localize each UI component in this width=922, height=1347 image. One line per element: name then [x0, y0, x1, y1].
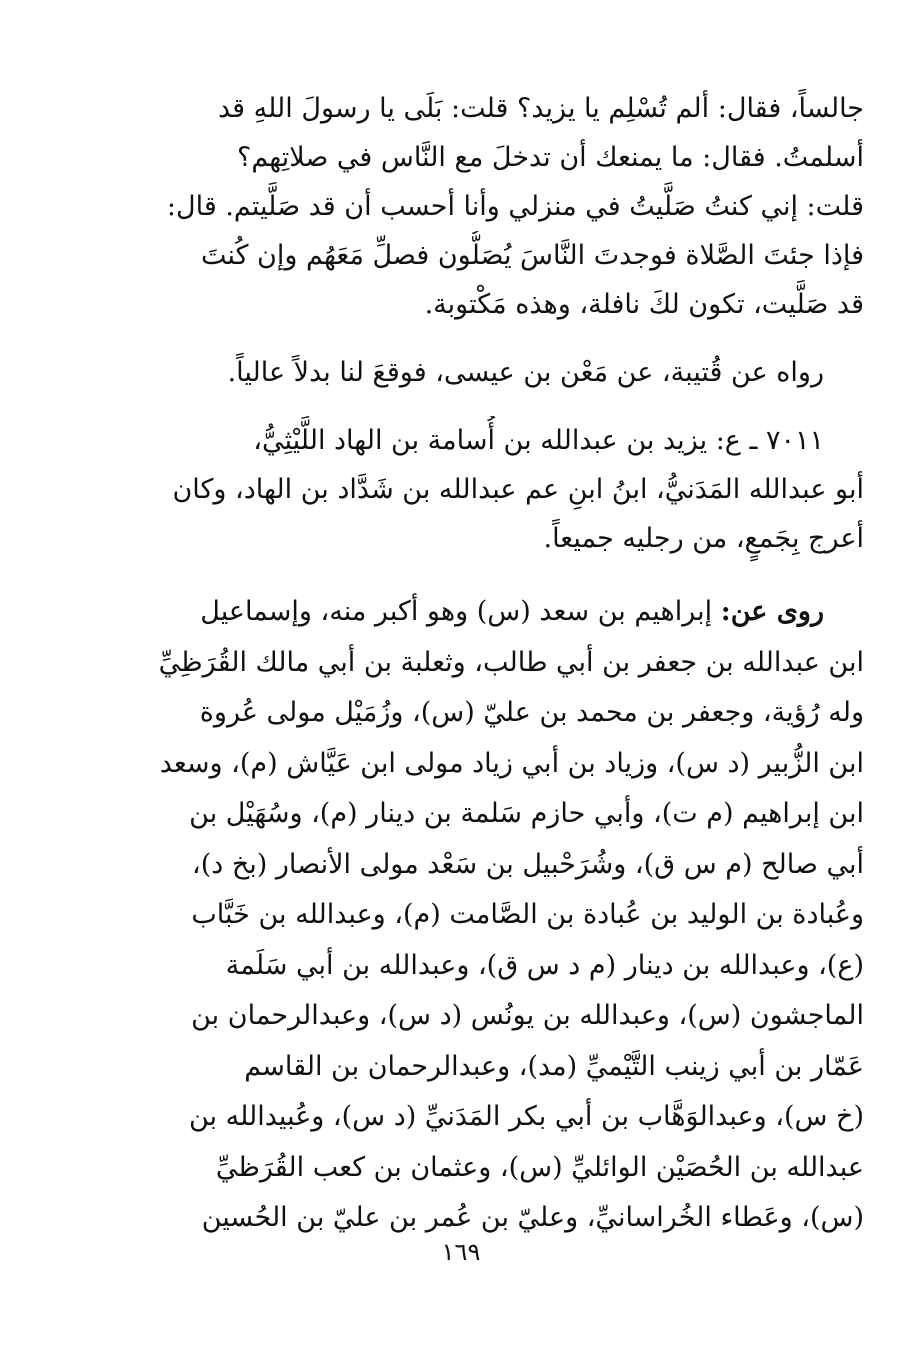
text-line: أسلمتُ. فقال: ما يمنعك أن تدخلَ مع النَّاس في صلاتِهم؟	[236, 142, 864, 173]
text-line: ابن عبدالله بن جعفر بن أبي طالب، وثعلبة بن أبي مالك القُرَظِيِّ	[158, 646, 864, 678]
text-line: جالساً، فقال: ألم تُسْلِم يا يزيد؟ قلت: بَلَى يا رسولَ اللهِ قد	[217, 93, 864, 124]
text-line: (س)، وعَطاء الخُراسانيِّ، وعليّ بن عُمر بن عليّ بن الحُسين	[201, 1202, 864, 1233]
paragraph-hadith	[58, 84, 864, 329]
text-line: أبو عبدالله المَدَنيُّ، ابنُ ابنِ عم عبدالله بن شَدَّاد بن الهاد، وكان	[172, 474, 864, 505]
text-line: رواه عن قُتيبة، عن مَعْن بن عيسى، فوقعَ لنا بدلاً عالياً.	[227, 357, 824, 388]
text-line: وعُبادة بن الوليد بن عُبادة بن الصَّامت (م)، وعبدالله بن خَبَّاب	[191, 899, 864, 930]
text-line: ابن إبراهيم (م ت)، وأبي حازم سَلمة بن دينار (م)، وسُهَيْل بن	[189, 798, 864, 829]
paragraph-narration	[58, 348, 864, 397]
text-line: قد صَلَّيت، تكون لكَ نافلة، وهذه مَكْتوبة.	[424, 289, 864, 320]
text-line	[58, 587, 864, 638]
lead-label: روى عن:	[720, 596, 824, 627]
page-number: ١٦٩	[441, 1238, 481, 1266]
paragraph-entry-heading	[58, 416, 864, 563]
text-line: فإذا جئتَ الصَّلاة فوجدتَ النَّاسَ يُصَلُّون فصلِّ مَعَهُم وإن كُنتَ	[200, 240, 864, 271]
text-line: وله رُؤية، وجعفر بن محمد بن عليّ (س)، وزُمَيْل مولى عُروة	[199, 697, 864, 728]
text-line: (خ س)، وعبدالوَهَّاب بن أبي بكر المَدَنيِّ (د س)، وعُبيدالله بن	[188, 1101, 864, 1132]
text-line: الماجشون (س)، وعبدالله بن يونُس (د س)، وعبدالرحمان بن	[191, 1000, 864, 1031]
text-line: أعرج بِجَمعٍ، من رجليه جميعاً.	[543, 523, 864, 554]
text-line: عبدالله بن الحُصَيْن الوائليِّ (س)، وعثمان بن كعب القُرَظيِّ	[215, 1151, 864, 1183]
text-line: ٧٠١١ ـ ع: يزيد بن عبدالله بن أُسامة بن الهاد اللَّيْثِيُّ،	[253, 425, 824, 456]
text-line-rest: إبراهيم بن سعد (س) وهو أكبر منه، وإسماعيل	[200, 596, 713, 627]
text-line: عَمّار بن أبي زينب التَّيْميِّ (مد)، وعبدالرحمان بن القاسم	[244, 1050, 864, 1082]
text-line: ابن الزُّبير (د س)، وزياد بن أبي زياد مولى ابن عَيَّاش (م)، وسعد	[159, 747, 864, 779]
text-line: قلت: إني كنتُ صَلَّيتُ في منزلي وأنا أحسب أن قد صَلَّيتم. قال:	[166, 191, 864, 222]
text-line: أبي صالح (م س ق)، وشُرَحْبيل بن سَعْد مولى الأنصار (بخ د)،	[191, 848, 864, 880]
text-line: (ع)، وعبدالله بن دينار (م د س ق)، وعبدالله بن أبي سَلَمة	[225, 949, 864, 981]
paragraph-narrators	[58, 587, 864, 1244]
